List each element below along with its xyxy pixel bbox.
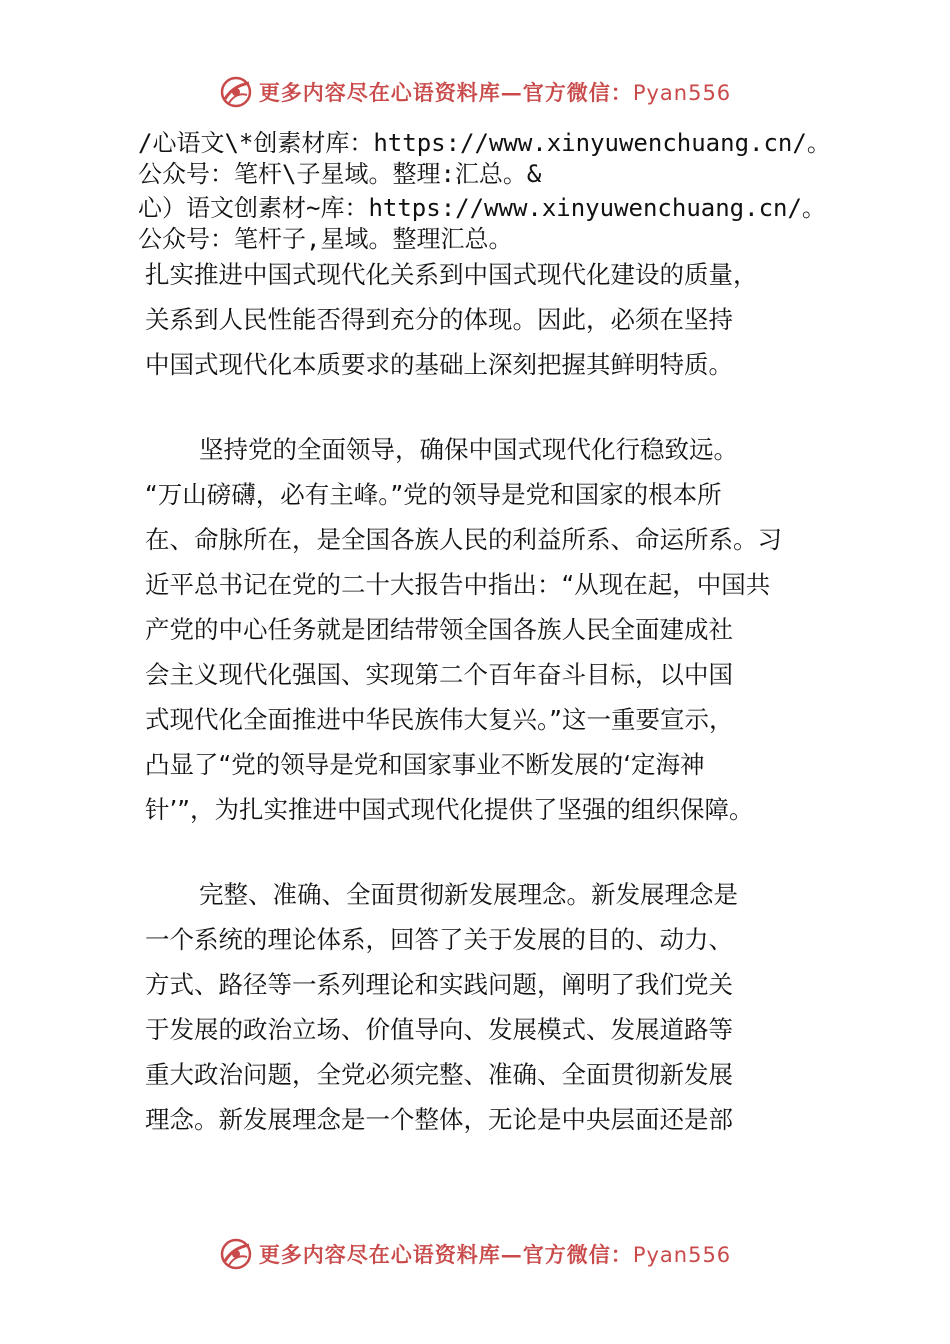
top-banner (0, 68, 950, 116)
header-line: 心）语文创素材~库：https://www.xinyuwenchuang.cn/。 (138, 194, 826, 222)
banner-wechat-id: Pyan556 (632, 81, 732, 105)
text-line: 针’”，为扎实推进中国式现代化提供了坚强的组织保障。 (145, 795, 754, 824)
text-line: 方式、路径等一系列理论和实践问题，阐明了我们党关 (145, 970, 733, 999)
text-line: 完整、准确、全面贯彻新发展理念。新发展理念是 (199, 880, 738, 909)
banner-text: 更多内容尽在心语资料库—官方微信：Pyan556 (258, 80, 732, 105)
text-line: 一个系统的理论体系，回答了关于发展的目的、动力、 (145, 925, 733, 954)
text-line: 式现代化全面推进中华民族伟大复兴。”这一重要宣示， (145, 705, 734, 734)
bottom-banner (0, 1230, 950, 1278)
banner-wechat-id: Pyan556 (632, 1243, 732, 1267)
header-line: /心语文\*创素材库：https://www.xinyuwenchuang.cn/。 (138, 129, 831, 157)
text-line: 关系到人民性能否得到充分的体现。因此，必须在坚持 (145, 305, 733, 334)
text-line: 产党的中心任务就是团结带领全国各族人民全面建成社 (145, 615, 733, 644)
text-line: 凸显了“党的领导是党和国家事业不断发展的‘定海神 (145, 750, 705, 779)
header-line: 公众号：笔杆\子星域。整理:汇总。& (138, 160, 542, 188)
text-line: 理念。新发展理念是一个整体，无论是中央层面还是部 (145, 1105, 733, 1134)
paragraph-intro (145, 252, 825, 387)
header-line: 公众号：笔杆子,星域。整理汇总。 (138, 225, 513, 253)
text-line: 于发展的政治立场、价值导向、发展模式、发展道路等 (145, 1015, 733, 1044)
text-line: 扎实推进中国式现代化关系到中国式现代化建设的质量， (145, 260, 758, 289)
brand-logo-icon (219, 75, 253, 109)
text-line: 在、命脉所在，是全国各族人民的利益所系、命运所系。习 (145, 525, 782, 554)
text-line: 会主义现代化强国、实现第二个百年奋斗目标，以中国 (145, 660, 733, 689)
text-line: 坚持党的全面领导，确保中国式现代化行稳致远。 (199, 435, 738, 464)
paragraph-new-development (145, 872, 825, 1142)
text-line: “万山磅礴，必有主峰。”党的领导是党和国家的根本所 (145, 480, 722, 509)
paragraph-party-leadership (145, 427, 825, 832)
document-body (145, 252, 825, 1142)
text-line: 重大政治问题，全党必须完整、准确、全面贯彻新发展 (145, 1060, 733, 1089)
brand-logo-icon (219, 1237, 253, 1271)
text-line: 中国式现代化本质要求的基础上深刻把握其鲜明特质。 (145, 350, 733, 379)
banner-text: 更多内容尽在心语资料库—官方微信：Pyan556 (258, 1242, 732, 1267)
header-lines (138, 128, 928, 255)
text-line: 近平总书记在党的二十大报告中指出：“从现在起，中国共 (145, 570, 771, 599)
